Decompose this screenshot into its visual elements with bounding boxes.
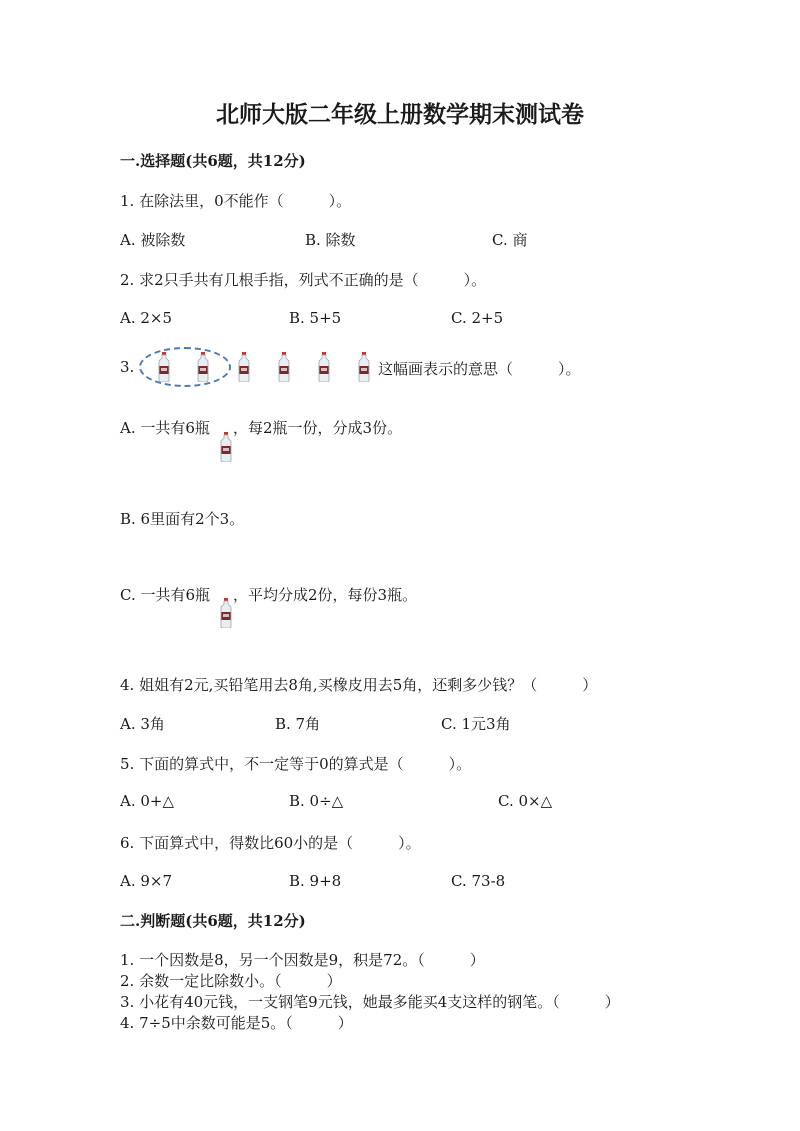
question-5-stem: 5. 下面的算式中，不一定等于0的算式是（ ）。 (120, 755, 472, 773)
water-bottle-icon (219, 598, 233, 628)
question-1-option-b: B. 除数 (305, 231, 356, 249)
water-bottle-icon (196, 352, 210, 382)
water-bottle-icon (219, 432, 233, 462)
judge-question-3: 3. 小花有40元钱，一支钢笔9元钱，她最多能买4支这样的钢笔。（ ） (120, 993, 620, 1011)
question-4-stem: 4. 姐姐有2元,买铅笔用去8角,买橡皮用去5角，还剩多少钱？（ ） (120, 676, 598, 694)
question-3-number: 3. (120, 358, 135, 376)
water-bottle-icon (277, 352, 291, 382)
question-3-option-b: B. 6里面有2个3。 (120, 510, 245, 528)
question-3-option-c: C. 一共有6瓶 (120, 586, 211, 604)
question-3-option-a: A. 一共有6瓶 (120, 419, 210, 437)
question-6-option-b: B. 9+8 (289, 872, 342, 890)
water-bottle-icon (237, 352, 251, 382)
section2-heading: 二.判断题(共6题，共12分) (120, 912, 306, 930)
question-3-option-a-tail: ，每2瓶一份，分成3份。 (233, 419, 403, 437)
question-1-option-a: A. 被除数 (120, 231, 186, 249)
water-bottle-icon (317, 352, 331, 382)
question-6-stem: 6. 下面算式中，得数比60小的是（ ）。 (120, 834, 421, 852)
question-2-option-c: C. 2+5 (451, 309, 504, 327)
question-1-stem: 1. 在除法里，0不能作（ ）。 (120, 192, 352, 210)
question-2-stem: 2. 求2只手共有几根手指，列式不正确的是（ ）。 (120, 271, 487, 289)
question-2-option-a: A. 2×5 (120, 309, 173, 327)
page-title: 北师大版二年级上册数学期末测试卷 (216, 101, 584, 128)
question-2-option-b: B. 5+5 (289, 309, 342, 327)
question-6-option-a: A. 9×7 (120, 872, 173, 890)
section1-heading: 一.选择题(共6题，共12分) (120, 152, 306, 170)
water-bottle-icon (357, 352, 371, 382)
question-6-option-c: C. 73-8 (451, 872, 506, 890)
water-bottle-icon (157, 352, 171, 382)
question-1-option-c: C. 商 (492, 231, 528, 249)
question-3-option-c-tail: ，平均分成2份，每份3瓶。 (233, 586, 418, 604)
grouping-oval (139, 347, 231, 387)
question-5-option-a: A. 0+△ (120, 792, 175, 810)
question-5-option-c: C. 0×△ (498, 792, 553, 810)
question-4-option-b: B. 7角 (275, 715, 321, 733)
question-5-option-b: B. 0÷△ (289, 792, 344, 810)
judge-question-2: 2. 余数一定比除数小。（ ） (120, 972, 342, 990)
question-4-option-a: A. 3角 (120, 715, 165, 733)
judge-question-1: 1. 一个因数是8，另一个因数是9，积是72。（ ） (120, 951, 485, 969)
judge-question-4: 4. 7÷5中余数可能是5。（ ） (120, 1014, 353, 1032)
question-4-option-c: C. 1元3角 (441, 715, 511, 733)
question-3-stem: 这幅画表示的意思（ ）。 (378, 360, 581, 378)
